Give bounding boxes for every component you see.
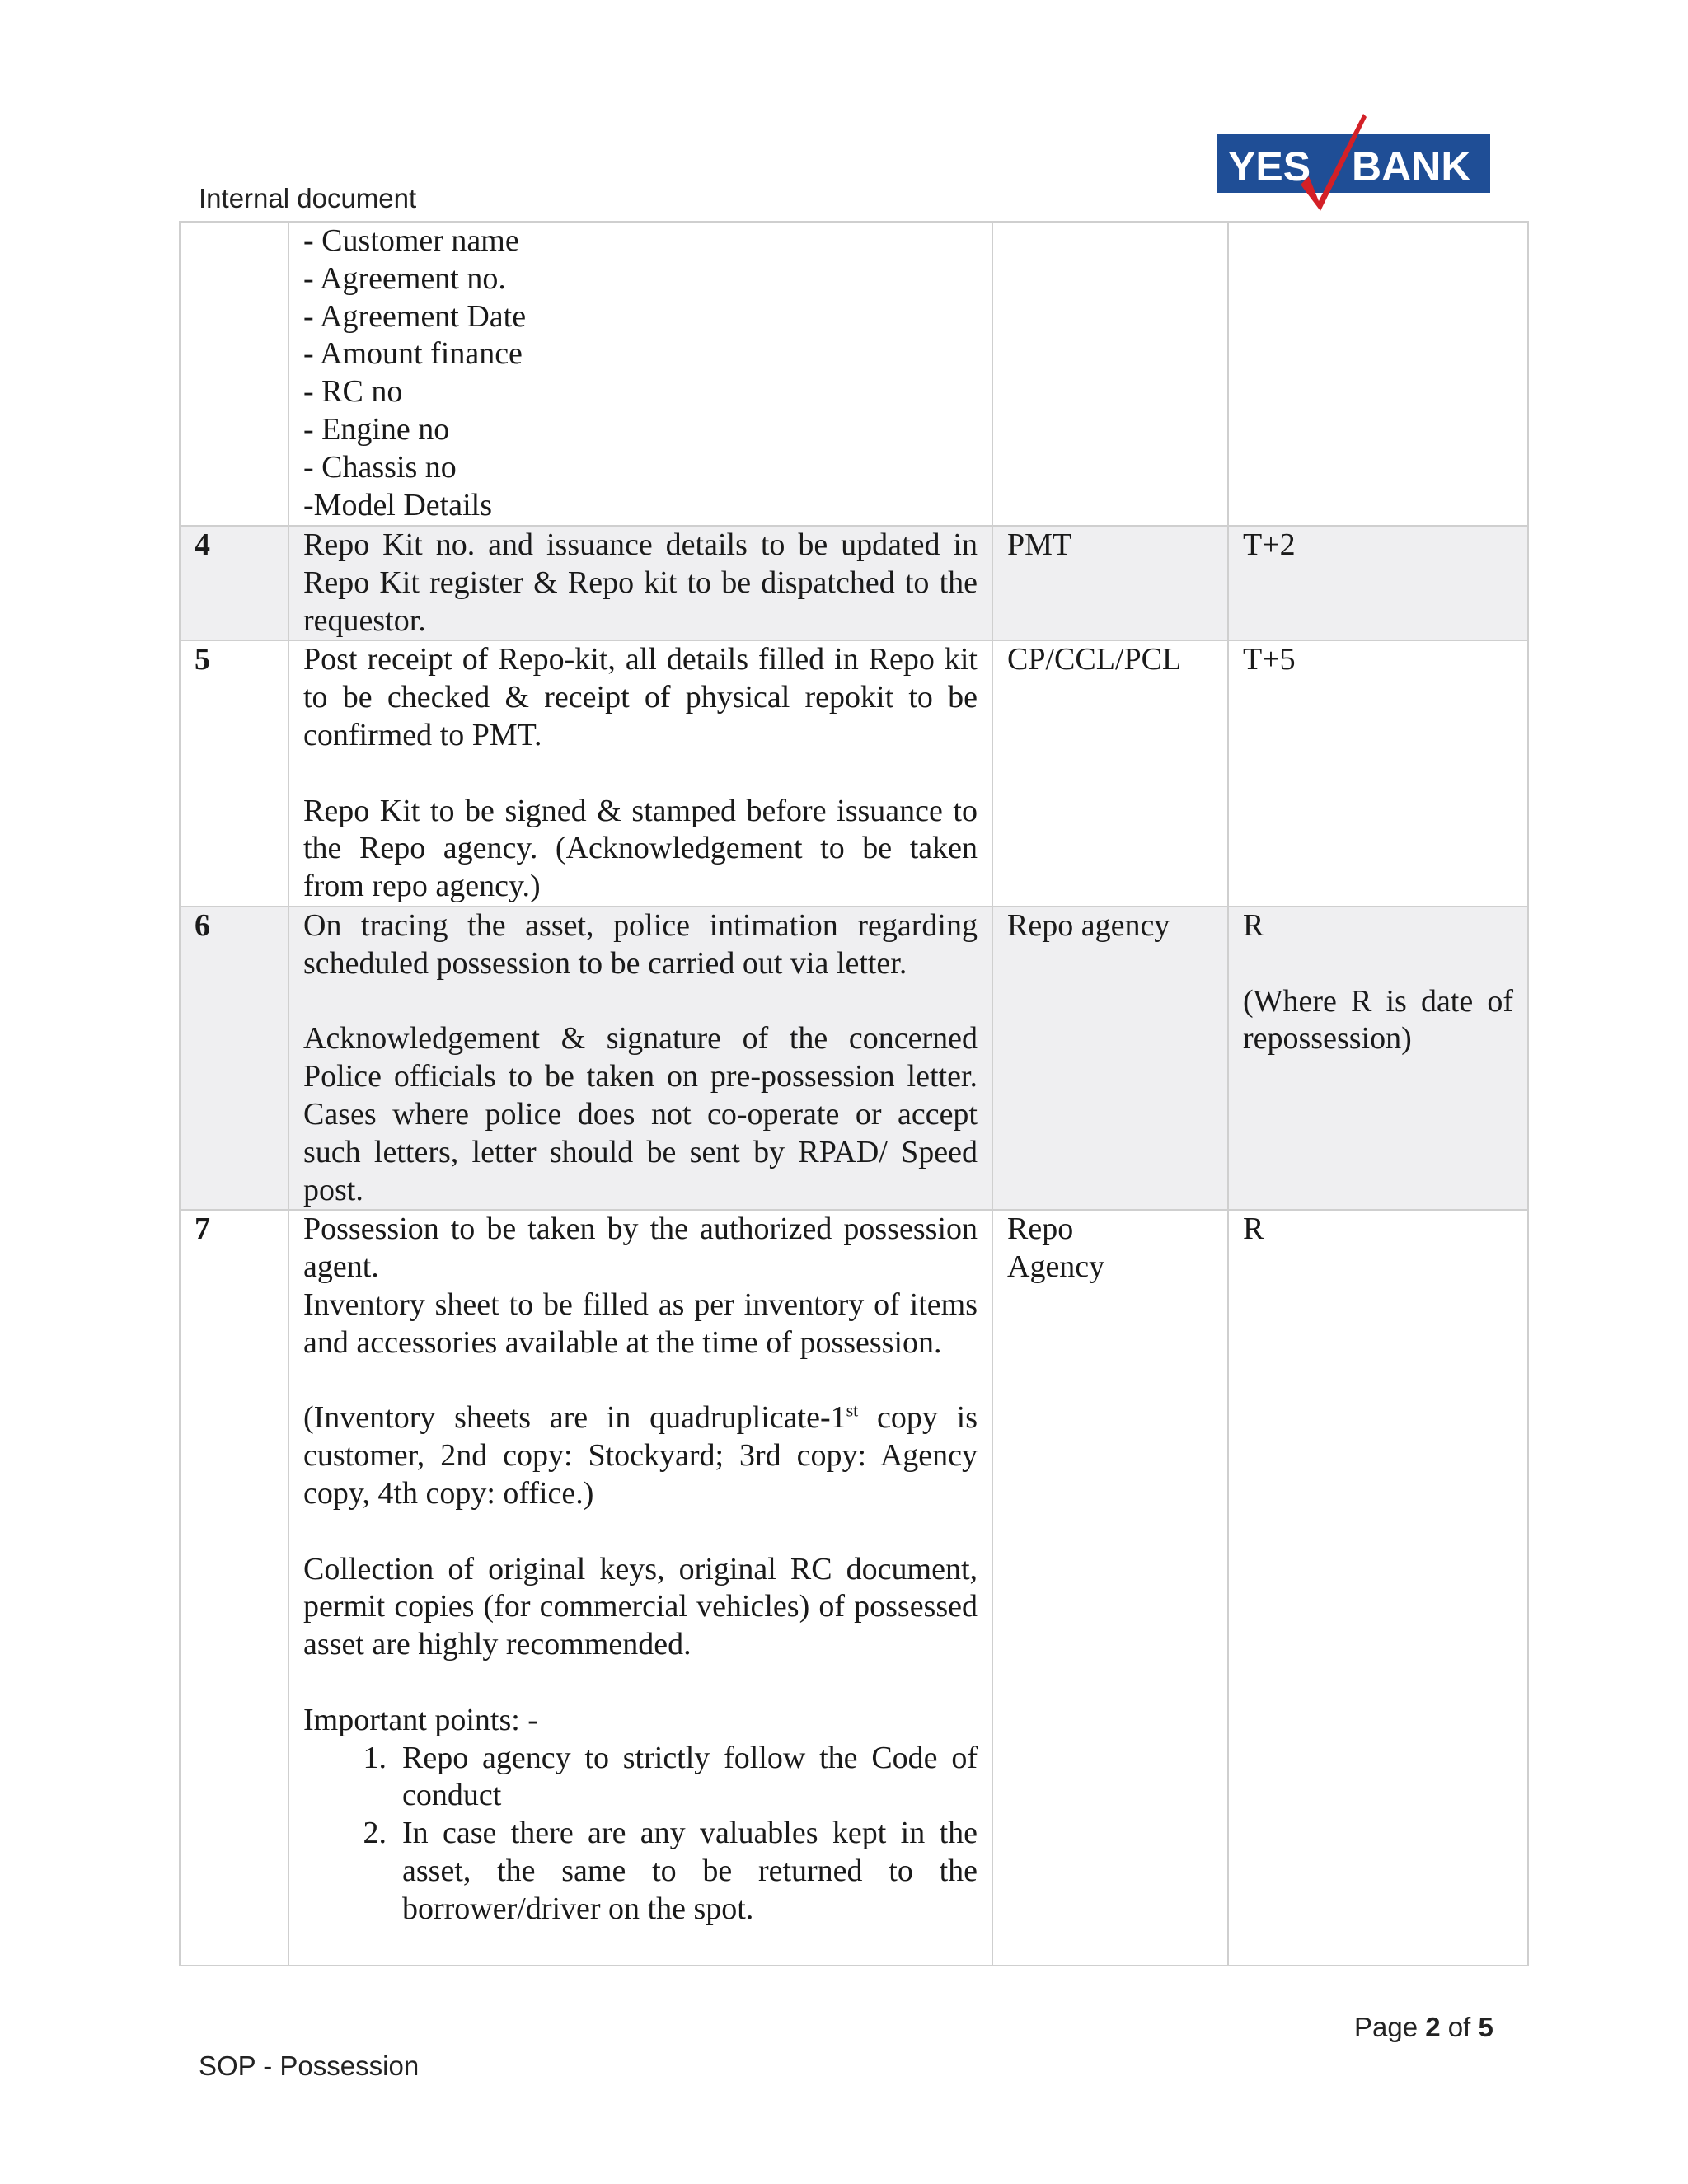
activity-cell: Repo Kit no. and issuance details to be updated in Repo Kit register & Repo kit to be dispatched to the requestor.: [288, 526, 992, 640]
activity-cell: [288, 907, 992, 1210]
list-item: 1. Repo agency to strictly follow the Code of conduct: [402, 1740, 978, 1816]
tat-value: R: [1243, 907, 1264, 943]
tat-cell: T+5: [1228, 640, 1528, 907]
responsibility-cell: [992, 222, 1228, 526]
list-item: - RC no: [303, 374, 403, 410]
points-heading: Important points: -: [303, 1702, 538, 1737]
activity-cell: [288, 1210, 992, 1966]
inventory-note-text: copy is customer, 2nd copy: Stockyard; 3rd copy: Agency copy, 4th copy: office.): [303, 1400, 978, 1511]
important-points-list: [303, 1740, 978, 1929]
list-item: - Customer name: [303, 223, 519, 258]
list-item: - Agreement no.: [303, 260, 506, 296]
step-number: 6: [180, 907, 288, 1210]
list-item: - Amount finance: [303, 336, 523, 372]
yes-bank-logo: [1217, 110, 1490, 214]
list-item: -Model Details: [303, 487, 493, 523]
step-number: [180, 222, 288, 526]
table-row: [180, 526, 1528, 640]
paragraph: Collection of original keys, original RC document, permit copies (for commercial vehicles) of possessed asset are highly recommended.: [303, 1551, 978, 1662]
total-pages: 5: [1478, 2012, 1493, 2042]
list-item: 2. In case there are any valuables kept in the asset, the same to be returned to the borrower/driver on the spot.: [402, 1815, 978, 1928]
paragraph: Possession to be taken by the authorized possession agent.: [303, 1212, 978, 1285]
responsibility-cell: CP/CCL/PCL: [992, 640, 1228, 907]
step-number: 4: [180, 526, 288, 640]
list-item: - Chassis no: [303, 449, 457, 485]
current-page: 2: [1425, 2012, 1441, 2042]
responsibility-cell: PMT: [992, 526, 1228, 640]
table-row: [180, 640, 1528, 907]
page-number: [1354, 2012, 1493, 2043]
paragraph: [303, 1399, 978, 1512]
step-number: 5: [180, 640, 288, 907]
paragraph: Inventory sheet to be filled as per inventory of items and accessories available at the time of possession.: [303, 1286, 978, 1360]
paragraph: Post receipt of Repo-kit, all details filled in Repo kit to be checked & receipt of physical repokit to be confirmed to PMT.: [303, 642, 978, 752]
paragraph: Acknowledgement & signature of the concerned Police officials to be taken on pre-possession letter. Cases where police does not co-operate or accept such letters, letter should be sent by RPAD/ Speed post.: [303, 1021, 978, 1207]
superscript: st: [846, 1399, 859, 1421]
step-number: 7: [180, 1210, 288, 1966]
activity-cell: [288, 640, 992, 907]
page-prefix: Page: [1354, 2012, 1426, 2042]
logo-text-right: BANK: [1352, 143, 1471, 190]
logo-text-left: YES: [1228, 143, 1311, 190]
paragraph: On tracing the asset, police intimation regarding scheduled possession to be carried out via letter.: [303, 907, 978, 981]
responsibility-line: Agency: [1007, 1249, 1105, 1285]
responsibility-cell: [992, 1210, 1228, 1966]
responsibility-line: Repo: [1007, 1212, 1074, 1247]
table-row: [180, 222, 1528, 526]
procedure-table: [179, 221, 1529, 1966]
tat-cell: T+2: [1228, 526, 1528, 640]
tat-note: (Where R is date of repossession): [1243, 983, 1513, 1057]
list-item: - Engine no: [303, 411, 450, 447]
table-row: [180, 1210, 1528, 1966]
inventory-note-text: (Inventory sheets are in quadruplicate-1: [303, 1400, 846, 1436]
document-name: SOP - Possession: [199, 2050, 420, 2081]
page-separator: of: [1440, 2012, 1479, 2042]
tat-cell: R: [1228, 1210, 1528, 1966]
tat-cell: [1228, 907, 1528, 1210]
document-classification-label: Internal document: [199, 183, 417, 213]
table-row: [180, 907, 1528, 1210]
paragraph: Repo Kit to be signed & stamped before issuance to the Repo agency. (Acknowledgement to be taken from repo agency.): [303, 793, 978, 904]
tat-cell: [1228, 222, 1528, 526]
list-item: - Agreement Date: [303, 298, 527, 334]
activity-cell: [288, 222, 992, 526]
responsibility-cell: Repo agency: [992, 907, 1228, 1210]
